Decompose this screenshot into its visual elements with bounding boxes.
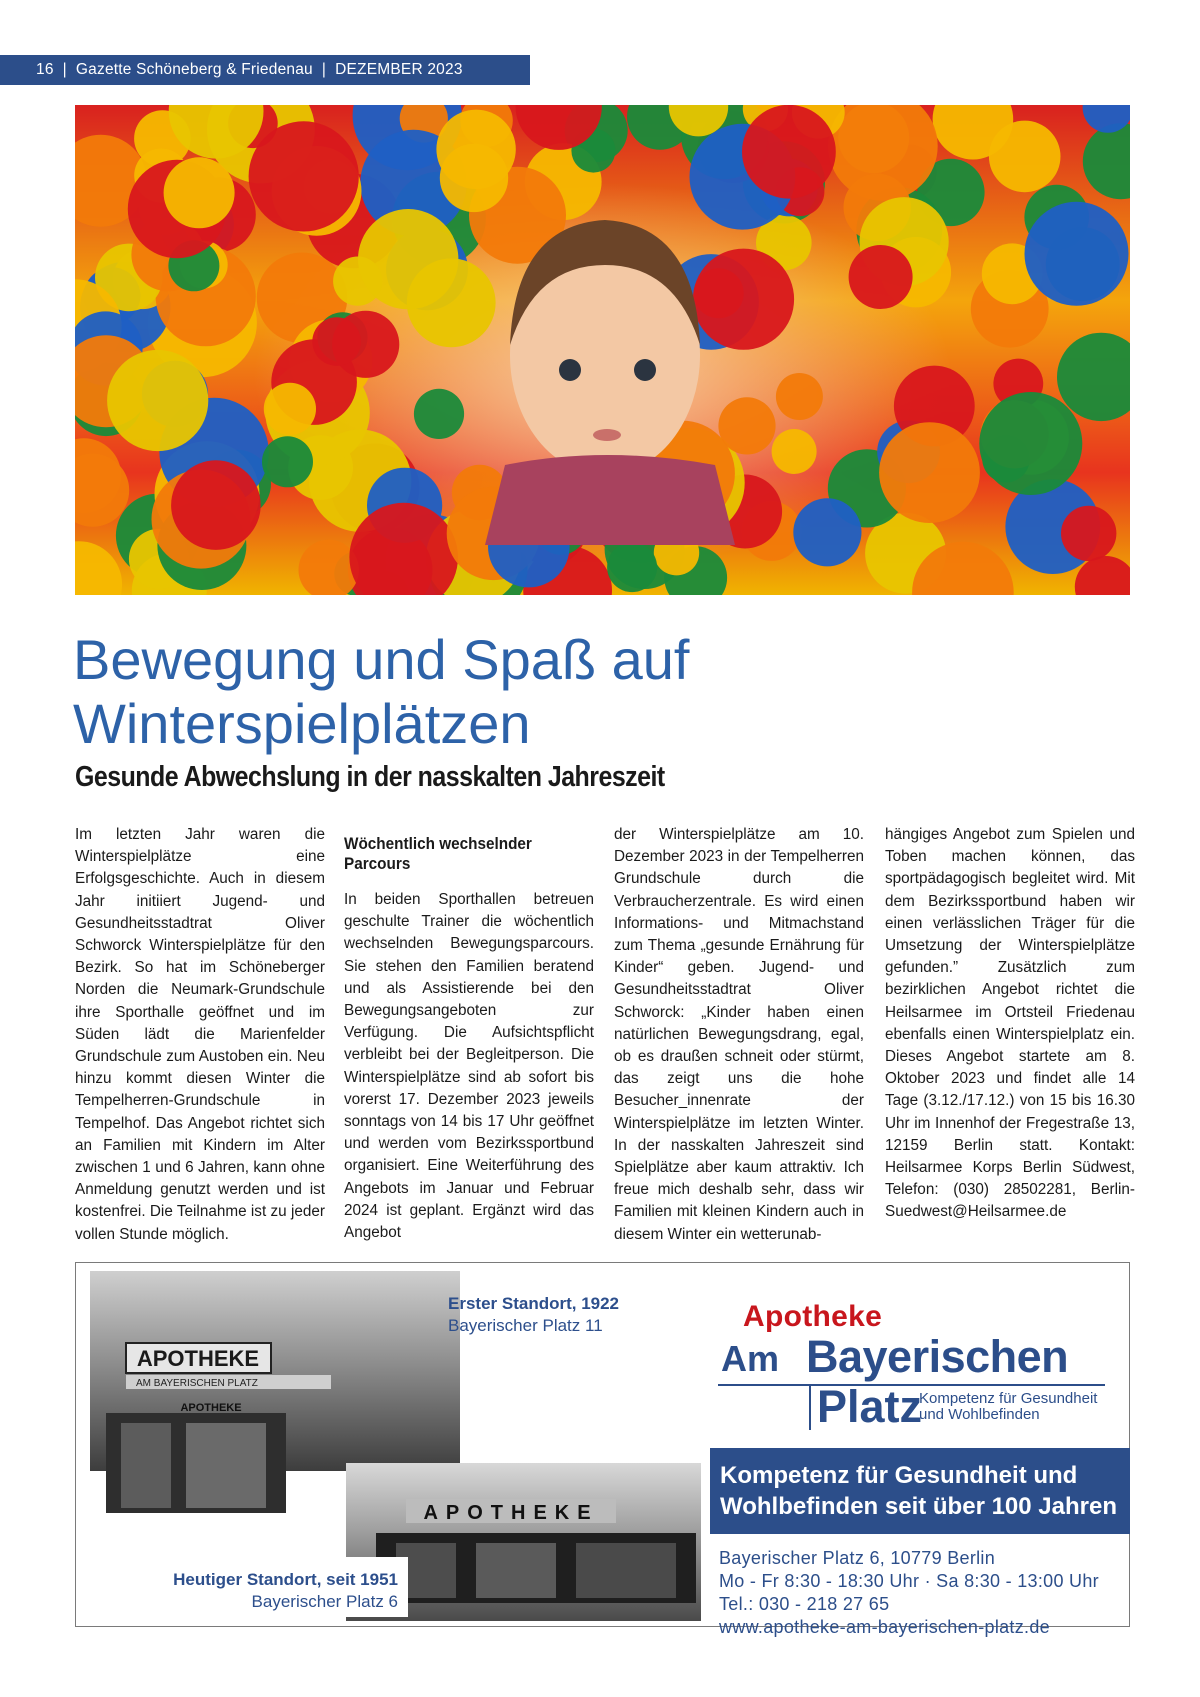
child-eye (634, 359, 656, 381)
article-column-2 (344, 824, 594, 1244)
publication-name: Gazette Schöneberg & Friedenau (75, 61, 313, 78)
ball-decoration (772, 429, 817, 474)
ball-decoration (312, 317, 361, 366)
article-column-3 (614, 824, 864, 1246)
logo-tagline-1: Kompetenz für Gesundheit (919, 1390, 1098, 1407)
ball-decoration (249, 121, 359, 231)
historic-shop-small-sign: APOTHEKE (180, 1402, 242, 1414)
title-line-2: Winterspielplätzen (73, 692, 531, 755)
logo-bayerischen: Bayerischen (806, 1331, 1069, 1382)
ball-pit-illustration (75, 105, 1130, 595)
title-line-1: Bewegung und Spaß auf (73, 628, 690, 691)
ball-decoration (793, 498, 861, 566)
ball-decoration (742, 105, 836, 199)
historic-shop-sign: APOTHEKE (136, 1346, 260, 1371)
ad-website[interactable]: www.apotheke-am-bayerischen-platz.de (719, 1617, 1050, 1637)
page-number: 16 (36, 61, 54, 78)
current-location-title: Heutiger Standort, seit 1951 (173, 1570, 398, 1589)
article-subtitle: Gesunde Abwechslung in der nasskalten Jahreszeit (75, 761, 665, 793)
logo-rule-vertical (809, 1384, 811, 1430)
ad-slogan-band (710, 1448, 1130, 1534)
section-heading: Wöchentlich wechselnder Parcours (344, 834, 532, 873)
ball-decoration (1025, 202, 1129, 306)
slogan-line-2: Wohlbefinden seit über 100 Jahren (720, 1493, 1117, 1520)
ball-decoration (849, 245, 913, 309)
column-4-text: hängiges Angebot zum Spielen und Toben machen können, das sportpädagogisch begleitet wird. Mit dem Bezirkssportbund haben wir einen verlässlichen Träger für die Umsetzung der Winterspielplätze gefunden.” Zusätzlich zum bezirklichen Angebot richtet die Heilsarmee im Ortsteil Friedenau ebenfalls einen Winterspielplatz ein. Dieses Angebot startete am 8. Oktober 2023 und findet alle 14 Tage (3.12./17.12.) von 15 bis 16.30 Uhr im Innenhof der Fregestraße 13, 12159 Berlin statt. Kontakt: Heilsarmee Korps Berlin Südwest, Telefon: (030) 28502281, Berlin-Suedwest@Heilsarmee.de (885, 826, 1135, 1221)
historic-shop-sign-sub: AM BAYERISCHEN PLATZ (136, 1378, 258, 1389)
article-column-4 (885, 824, 1135, 1224)
column-2-text: In beiden Sporthallen betreuen geschulte Trainer die wöchentlich wechselnden Bewegungsparcours. Sie stehen den Familien beratend und als Assistierende bei den Bewegungsangeboten zur Verfügung. Die Aufsichtspflicht verbleibt bei der Begleitperson. Die Winterspielplätze sind ab sofort bis vorerst 17. Dezember 2023 jeweils sonntags von 14 bis 17 Uhr geöffnet und werden vom Bezirkssportbund organisiert. Eine Weiterführung des Angebots im Januar und Februar 2024 ist geplant. Ergänzt wird das Angebot (344, 891, 594, 1242)
ball-decoration (164, 157, 235, 228)
column-3-text: der Winterspielplätze am 10. Dezember 2023 in der Tempelherren Grundschule durch die Verbraucherzentrale. Es wird einen Informations- und Mitmachstand zum Thema „gesunde Ernährung für Kinder“ geben. Jugend- und Gesundheitsstadtrat Oliver Schworck: „Kinder haben einen natürlichen Bewegungsdrang, egal, ob es draußen schneit oder stürmt, das zeigt uns die hohe Besucher_innenrate der Winterspielplätze im letzten Winter. In der nasskalten Jahreszeit sind Spielplätze aber kaum attraktiv. Ich freue mich deshalb sehr, dass wir Familien mit kleinen Kindern auch in diesem Winter ein wetterunab- (614, 826, 864, 1243)
logo-tagline-2: und Wohlbefinden (919, 1406, 1040, 1423)
current-location-caption (90, 1557, 408, 1617)
ball-decoration (407, 258, 496, 347)
ad-phone: Tel.: 030 - 218 27 65 (719, 1594, 890, 1614)
ball-decoration (693, 249, 794, 350)
ball-decoration (262, 436, 313, 487)
slogan-line-1: Kompetenz für Gesundheit und (720, 1462, 1078, 1489)
ball-decoration (879, 422, 980, 523)
logo-tagline (919, 1391, 1097, 1423)
logo-am: Am (721, 1338, 780, 1379)
article-column-1 (75, 824, 325, 1246)
ball-decoration (1083, 123, 1130, 199)
ball-decoration (440, 144, 508, 212)
ball-decoration (776, 373, 823, 420)
first-location-title: Erster Standort, 1922 (448, 1294, 620, 1313)
ball-decoration (607, 542, 657, 592)
pharmacy-advertisement (75, 1262, 1130, 1637)
modern-shop-sign: APOTHEKE (423, 1502, 599, 1524)
page-header-bar: 16 | Gazette Schöneberg & Friedenau | DEZEMBER 2023 (0, 55, 530, 85)
ball-decoration (171, 460, 261, 550)
child-eye (559, 359, 581, 381)
ball-decoration (75, 541, 122, 595)
current-location-address: Bayerischer Platz 6 (251, 1592, 398, 1611)
child-mouth (593, 429, 621, 441)
column-1-text: Im letzten Jahr waren die Winterspielplätze eine Erfolgsgeschichte. Auch in diesem Jahr initiiert Jugend- und Gesundheitsstadtrat Oliver Schworck Winterspielplätze für den Bezirk. So hat im Schöneberger Norden die Neumark-Grundschule ihre Sporthalle geöffnet und im Süden lädt die Marienfelder Grundschule zum Austoben ein. Neu hinzu kommt diesen Winter die Tempelherren-Grundschule in Tempelhof. Das Angebot richtet sich an Familien mit Kindern im Alter zwischen 1 und 6 Jahren, kann ohne Anmeldung genutzt werden und ist kostenfrei. Die Teilnahme ist zu jeder vollen Stunde möglich. (75, 826, 325, 1243)
logo-apotheke: Apotheke (743, 1300, 883, 1333)
ad-contact-info (719, 1547, 1099, 1639)
issue-date: DEZEMBER 2023 (335, 61, 463, 78)
ball-decoration (979, 392, 1082, 495)
first-location-address: Bayerischer Platz 11 (448, 1316, 603, 1335)
logo-platz: Platz (817, 1381, 923, 1432)
first-location-caption (448, 1293, 619, 1337)
ball-decoration (299, 540, 359, 595)
article-title (73, 628, 873, 756)
ad-hours: Mo - Fr 8:30 - 18:30 Uhr · Sa 8:30 - 13:00 Uhr (719, 1571, 1099, 1591)
child-shirt (485, 455, 735, 545)
ball-decoration (264, 383, 316, 435)
ball-decoration (1061, 506, 1116, 561)
ball-decoration (414, 389, 464, 439)
ball-pit-photo (75, 105, 1130, 595)
ad-address: Bayerischer Platz 6, 10779 Berlin (719, 1548, 996, 1568)
ball-decoration (107, 350, 208, 451)
